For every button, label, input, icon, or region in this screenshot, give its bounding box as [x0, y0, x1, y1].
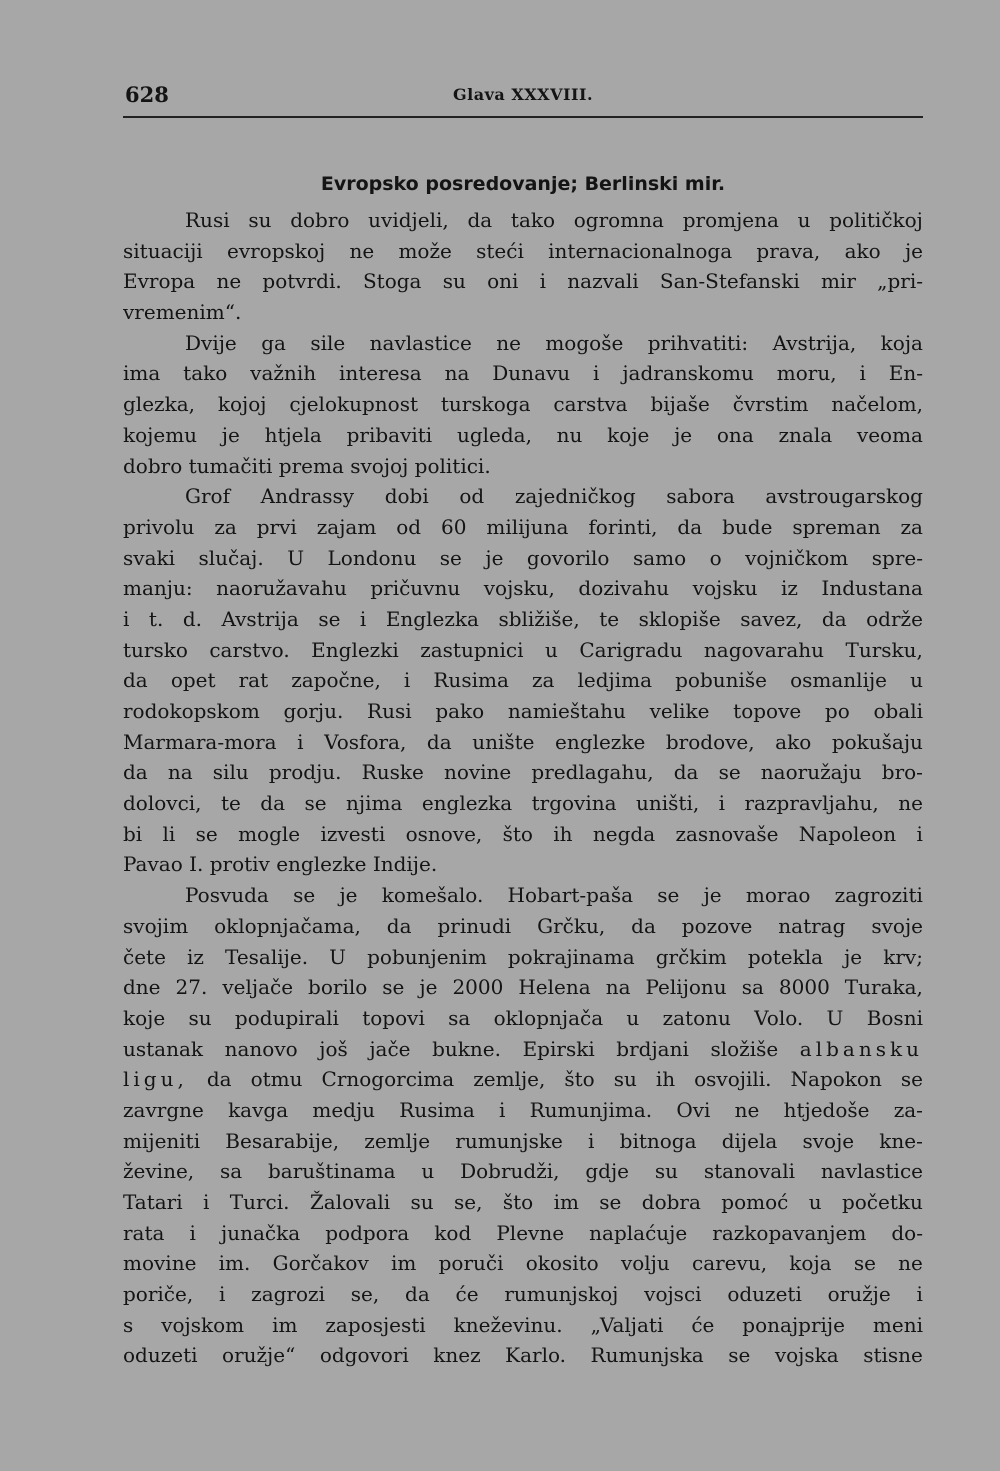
page-number: 628: [125, 82, 169, 107]
section-title: Evropsko posredovanje; Berlinski mir.: [320, 173, 726, 195]
text-line: poriče, i zagrozi se, da će rumunjskoj vojsci oduzeti oružje i: [123, 1282, 923, 1307]
text-line: rodokopskom gorju. Rusi pako namieštahu velike topove po obali: [123, 699, 923, 723]
text-line: svaki slučaj. U Londonu se je govorilo samo o vojničkom spre-: [123, 545, 923, 570]
text-line: da na silu prodju. Ruske novine predlagahu, da se naoružaju bro-: [123, 760, 923, 785]
text-line: dne 27. veljače borilo se je 2000 Helena na Pelijonu sa 8000 Turaka,: [123, 975, 923, 1000]
text-line: manju: naoružavahu pričuvnu vojsku, dozivahu vojsku iz Industana: [123, 576, 923, 601]
text-line: da opet rat započne, i Rusima za ledjima pobuniše osmanlije u: [123, 668, 923, 693]
text-line: Evropa ne potvrdi. Stoga su oni i nazvali San-Stefanski mir „pri-: [123, 269, 923, 294]
text-line: ustanak nanovo još jače bukne. Epirski brdjani složiše albansku: [123, 1036, 923, 1061]
text-line: kojemu je htjela pribaviti ugleda, nu koje je ona znala veoma: [123, 422, 923, 447]
text-line: koje su podupirali topovi sa oklopnjača u zatonu Volo. U Bosni: [123, 1005, 923, 1030]
page-header: [123, 82, 923, 118]
text-line: Dvije ga sile navlastice ne mogoše prihvatiti: Avstrija, koja: [185, 330, 923, 355]
text-line: ima tako važnih interesa na Dunavu i jadranskomu moru, i En-: [123, 361, 923, 386]
text-line: i t. d. Avstrija se i Englezka sbližiše, te sklopiše savez, da održe: [123, 606, 923, 631]
text-line: rata i junačka podpora kod Plevne naplaćuje razkopavanjem do-: [123, 1220, 923, 1245]
text-line: Grof Andrassy dobi od zajedničkog sabora avstrougarskog: [185, 484, 923, 509]
text-line: situaciji evropskoj ne može steći internacionalnoga prava, ako je: [123, 238, 923, 263]
text-line: Posvuda se je komešalo. Hobart-paša se je morao zagroziti: [185, 883, 923, 908]
text-line: mijeniti Besarabije, zemlje rumunjske i bitnoga dijela svoje kne-: [123, 1128, 923, 1153]
text-line: zavrgne kavga medju Rusima i Rumunjima. Ovi ne htjedoše za-: [123, 1097, 923, 1122]
text-line: Pavao I. protiv englezke Indije.: [123, 852, 438, 877]
text-line: glezka, kojoj cjelokupnost turskoga carstva bijaše čvrstim načelom,: [123, 392, 923, 417]
text-line: ževine, sa baruštinama u Dobrudži, gdje su stanovali navlastice: [123, 1159, 923, 1184]
text-line: tursko carstvo. Englezki zastupnici u Carigradu nagovarahu Tursku,: [123, 637, 923, 662]
text-line: svojim oklopnjačama, da prinudi Grčku, da pozove natrag svoje: [123, 913, 923, 938]
text-line: čete iz Tesalije. U pobunjenim pokrajinama grčkim potekla je krv;: [123, 944, 923, 969]
text-line: Marmara-mora i Vosfora, da unište englezke brodove, ako pokušaju: [123, 729, 923, 754]
text-line: dolovci, te da se njima englezka trgovina uništi, i razpravljahu, ne: [123, 791, 923, 816]
text-line: s vojskom im zaposjesti kneževinu. „Valjati će ponajprije meni: [123, 1312, 923, 1337]
text-line: Tatari i Turci. Žalovali su se, što im se dobra pomoć u početku: [123, 1190, 923, 1214]
text-line: dobro tumačiti prema svojoj politici.: [123, 453, 491, 478]
text-line: oduzeti oružje“ odgovori knez Karlo. Rumunjska se vojska stisne: [123, 1343, 923, 1368]
text-line: vremenim“.: [123, 300, 242, 325]
text-line: Rusi su dobro uvidjeli, da tako ogromna promjena u političkoj: [185, 208, 923, 232]
text-line: privolu za prvi zajam od 60 milijuna forinti, da bude spreman za: [123, 514, 923, 539]
text-line: ligu, da otmu Crnogorcima zemlje, što su ih osvojili. Napokon se: [123, 1067, 923, 1092]
text-line: bi li se mogle izvesti osnove, što ih negda zasnovaše Napoleon i: [123, 821, 923, 846]
chapter-heading: Glava XXXVIII.: [452, 85, 594, 104]
text-line: movine im. Gorčakov im poruči okosito volju carevu, koja se ne: [123, 1251, 923, 1276]
body-text: [123, 205, 923, 1371]
